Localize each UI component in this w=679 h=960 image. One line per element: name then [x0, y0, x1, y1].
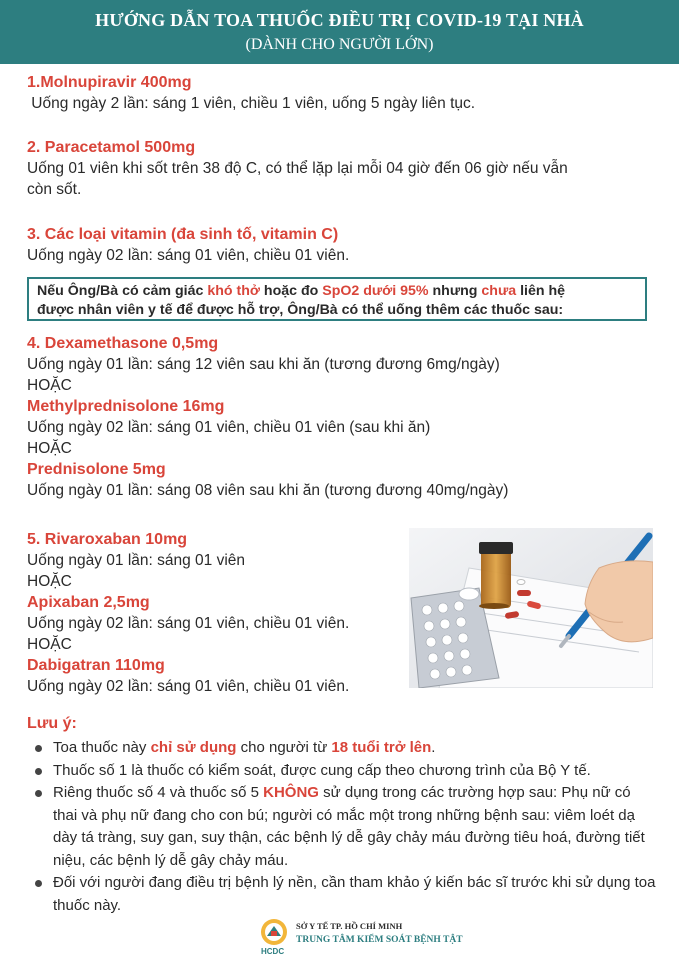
section-4-or-2: HOẶC — [27, 440, 72, 457]
notice-text: Nếu Ông/Bà có cảm giác — [37, 283, 208, 299]
header-banner — [0, 0, 679, 64]
section-4-alt-2-title: Methylprednisolone 16mg — [27, 398, 225, 415]
section-5-title: 5. Rivaroxaban 10mg — [27, 531, 188, 548]
section-5-text-2: Uống ngày 02 lần: sáng 01 viên, chiều 01 viên. — [27, 615, 350, 632]
section-2-text-line2: còn sốt. — [27, 181, 82, 198]
notes-title: Lưu ý: — [27, 715, 77, 732]
section-1-title: 1.Molnupiravir 400mg — [27, 74, 192, 91]
note-highlight: chỉ sử dụng — [150, 739, 237, 756]
logo-text: HCDC — [261, 947, 285, 956]
section-5 — [27, 529, 349, 697]
notice-highlight-spo2: SpO2 dưới 95% — [322, 283, 429, 299]
note-highlight: 18 tuổi trở lên — [331, 739, 432, 756]
org-name-line-2: TRUNG TÂM KIỂM SOÁT BỆNH TẬT — [296, 935, 463, 945]
section-2 — [27, 137, 568, 200]
note-text: . — [431, 739, 436, 756]
section-4-text-2: Uống ngày 02 lần: sáng 01 viên, chiều 01 viên (sau khi ăn) — [27, 419, 431, 436]
section-2-title: 2. Paracetamol 500mg — [27, 139, 196, 156]
section-4-or-1: HOẶC — [27, 377, 72, 394]
section-5-text-3: Uống ngày 02 lần: sáng 01 viên, chiều 01 viên. — [27, 678, 350, 695]
hcdc-logo-icon — [258, 917, 290, 947]
notice-highlight-breath: khó thở — [207, 283, 260, 299]
notice-line-1 — [37, 282, 637, 301]
notice-box — [27, 277, 647, 321]
medicine-bottle-pills-pen-photo-icon — [409, 528, 653, 688]
note-text: Toa thuốc này — [53, 739, 151, 756]
notice-text: nhưng — [428, 283, 482, 299]
section-5-alt-3-title: Dabigatran 110mg — [27, 657, 165, 674]
section-5-or-1: HOẶC — [27, 573, 72, 590]
section-1-text: Uống ngày 2 lần: sáng 1 viên, chiều 1 viên, uống 5 ngày liên tục. — [27, 95, 476, 112]
section-3-title: 3. Các loại vitamin (đa sinh tố, vitamin C) — [27, 226, 339, 243]
notice-line-2: được nhân viên y tế để được hỗ trợ, Ông/Bà có thể uống thêm các thuốc sau: — [37, 302, 564, 318]
notice-text: liên hệ — [516, 283, 566, 299]
note-text: sử dụng trong các trường hợp sau: Phụ nữ có thai và phụ nữ đang cho con bú; người có mắc một trong những bệnh sau: viêm loét dạ dày tá tràng, suy gan, suy thận, các bệnh lý dễ gây chảy máu đường tiêu hoá, đường tiết niệu, các bệnh lý dễ gây chảy máu. — [53, 784, 645, 869]
section-1 — [27, 72, 475, 114]
notes-list — [27, 737, 657, 917]
page-title: HƯỚNG DẪN TOA THUỐC ĐIỀU TRỊ COVID-19 TẠI NHÀ — [95, 10, 584, 30]
section-3-text: Uống ngày 02 lần: sáng 01 viên, chiều 01 viên. — [27, 247, 350, 264]
list-item — [27, 872, 657, 917]
note-text: cho người từ — [236, 739, 332, 756]
notice-text: hoặc đo — [259, 283, 323, 299]
section-4-alt-3-title: Prednisolone 5mg — [27, 461, 166, 478]
section-3 — [27, 224, 349, 266]
section-2-text-line1: Uống 01 viên khi sốt trên 38 độ C, có thể lặp lại mỗi 04 giờ đến 06 giờ nếu vẫn — [27, 160, 568, 177]
note-text: Đối với người đang điều trị bệnh lý nền, cần tham khảo ý kiến bác sĩ trước khi sử dụng toa thuốc này. — [53, 874, 656, 914]
org-name-line-1: SỞ Y TẾ TP. HỒ CHÍ MINH — [296, 921, 403, 931]
section-4 — [27, 333, 508, 501]
section-4-title: 4. Dexamethasone 0,5mg — [27, 335, 219, 352]
section-4-text-3: Uống ngày 01 lần: sáng 08 viên sau khi ăn (tương đương 40mg/ngày) — [27, 482, 509, 499]
page-subtitle: (DÀNH CHO NGƯỜI LỚN) — [245, 36, 434, 53]
section-4-text-1: Uống ngày 01 lần: sáng 12 viên sau khi ăn (tương đương 6mg/ngày) — [27, 356, 500, 373]
list-item — [27, 737, 657, 760]
note-text: Riêng thuốc số 4 và thuốc số 5 — [53, 784, 264, 801]
section-5-text-1: Uống ngày 01 lần: sáng 01 viên — [27, 552, 246, 569]
section-5-alt-2-title: Apixaban 2,5mg — [27, 594, 150, 611]
list-item — [27, 760, 657, 783]
medicine-photo — [409, 528, 653, 688]
section-5-or-2: HOẶC — [27, 636, 72, 653]
notice-highlight-not-yet: chưa — [481, 283, 517, 299]
list-item — [27, 782, 657, 872]
note-highlight: KHÔNG — [263, 784, 319, 801]
note-text: Thuốc số 1 là thuốc có kiểm soát, được cung cấp theo chương trình của Bộ Y tế. — [53, 761, 591, 779]
